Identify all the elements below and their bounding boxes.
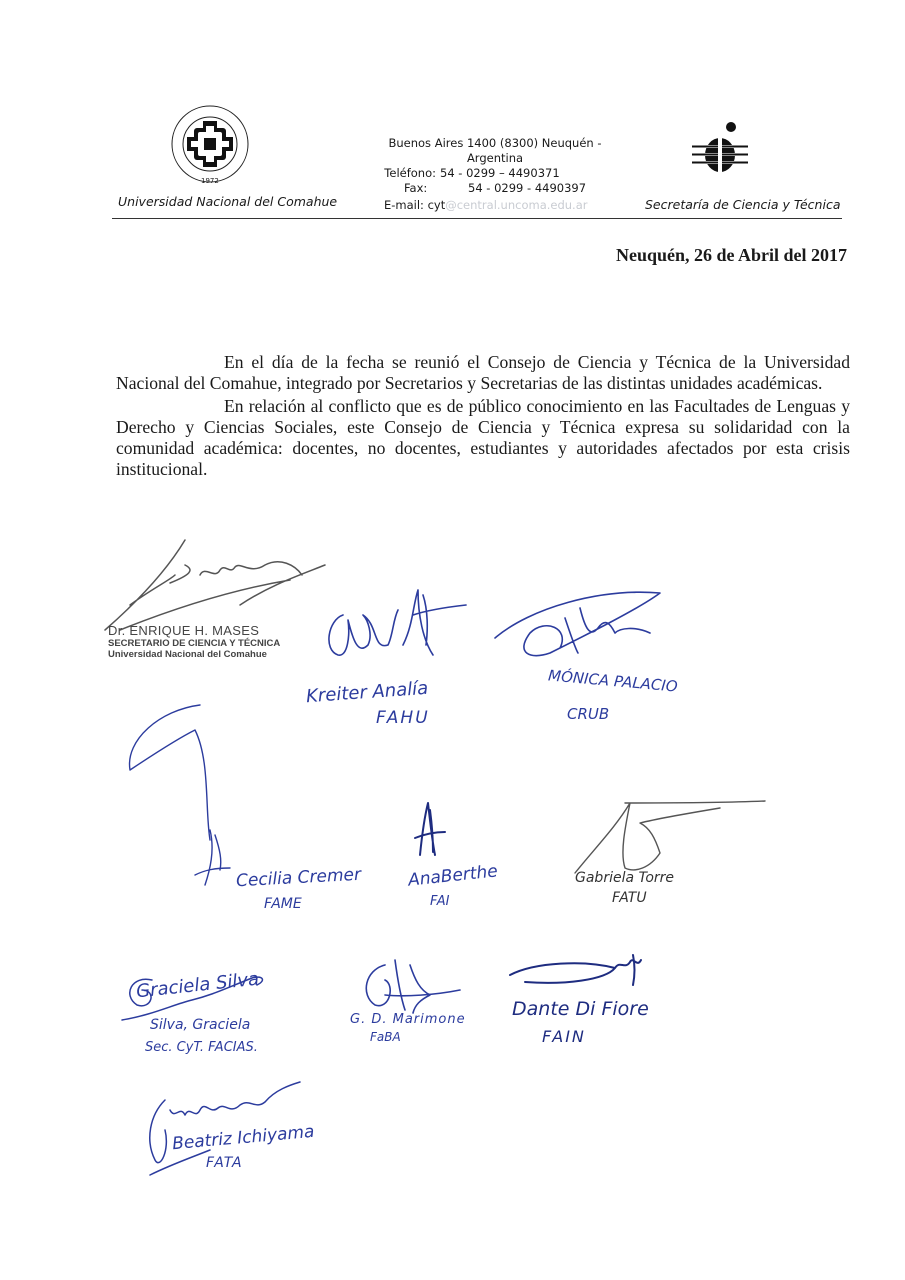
signature-unit-cremer: FAME [264, 896, 302, 912]
signature-name-berthe: AnaBerthe [407, 861, 499, 891]
signature-name-silva: Silva, Graciela [150, 1017, 251, 1033]
signature-difiore [505, 950, 655, 1000]
signature-name-kreiter: Kreiter Analía [305, 677, 429, 708]
letter-body [116, 352, 850, 480]
fax-row [372, 181, 618, 196]
signature-palacio [490, 578, 670, 668]
signature-unit-marimone: FaBA [370, 1030, 401, 1044]
signature-unit-difiore: FAIN [542, 1027, 586, 1046]
signature-name-palacio: MÓNICA PALACIO [547, 666, 679, 696]
email-line [384, 198, 588, 212]
body-paragraph-1: En el día de la fecha se reunió el Consejo de Ciencia y Técnica de la Universidad Nacional del Comahue, integrado por Secretarios y Secretarias de las distintas unidades académicas. [116, 352, 850, 393]
secretariat-logo [690, 120, 750, 180]
fax-label: Fax: [404, 181, 428, 195]
university-name: Universidad Nacional del Comahue [118, 194, 338, 209]
signature-name-cremer: Cecilia Cremer [235, 864, 362, 892]
signature-kreiter [318, 585, 478, 670]
signature-berthe [400, 800, 460, 860]
fax-value: 54 - 0299 - 4490397 [468, 181, 587, 195]
body-paragraph-2: En relación al conflicto que es de público conocimiento en las Facultades de Lenguas y Derecho y Ciencias Sociales, este Consejo de Ciencia y Técnica expresa su solidaridad con la comunidad académica: docentes, no docentes, estudiantes y autoridades afectados por esta crisis institucional. [116, 396, 850, 479]
signature-unit-palacio: CRUB [567, 705, 610, 723]
signature-cremer [120, 700, 240, 890]
contact-block [372, 136, 618, 196]
address-country: Argentina [466, 151, 524, 165]
signature-torre [570, 798, 770, 878]
phone-value: 54 - 0299 – 4490371 [440, 166, 560, 180]
date-line: Neuquén, 26 de Abril del 2017 [615, 245, 847, 265]
header-divider [112, 218, 842, 219]
signature-name-torre: Gabriela Torre [575, 870, 675, 886]
signature-name-difiore: Dante Di Fiore [512, 998, 649, 1020]
secretariat-name: Secretaría de Ciencia y Técnica [645, 197, 841, 212]
email-label: E-mail: cyt [384, 198, 446, 212]
signature-name-ichiyama: Beatriz Ichiyama [171, 1121, 316, 1155]
stamp-title: SECRETARIO DE CIENCIA Y TÉCNICA [108, 638, 281, 649]
signature-unit-ichiyama: FATA [206, 1155, 243, 1171]
signature-unit-silva: Sec. CyT. FACIAS. [145, 1040, 258, 1055]
signature-scrawl-silva: Graciela Silva [135, 968, 260, 1003]
phone-label: Teléfono: [384, 166, 436, 180]
signature-name-marimone: G. D. Marimone [350, 1012, 466, 1027]
phone-row [372, 166, 618, 181]
stamp-institution: Universidad Nacional del Comahue [108, 649, 267, 660]
email-domain: @central.uncoma.edu.ar [445, 198, 588, 212]
signatory-stamp [108, 623, 280, 660]
address-line: Buenos Aires 1400 (8300) Neuquén - [388, 136, 602, 150]
signature-marimone [355, 955, 465, 1015]
signature-unit-kreiter: FAHU [376, 708, 430, 728]
stamp-name: Dr. ENRIQUE H. MASES [108, 623, 260, 638]
signature-unit-torre: FATU [612, 890, 647, 906]
seal-year: 1972 [201, 177, 219, 185]
signature-unit-berthe: FAI [430, 894, 450, 909]
